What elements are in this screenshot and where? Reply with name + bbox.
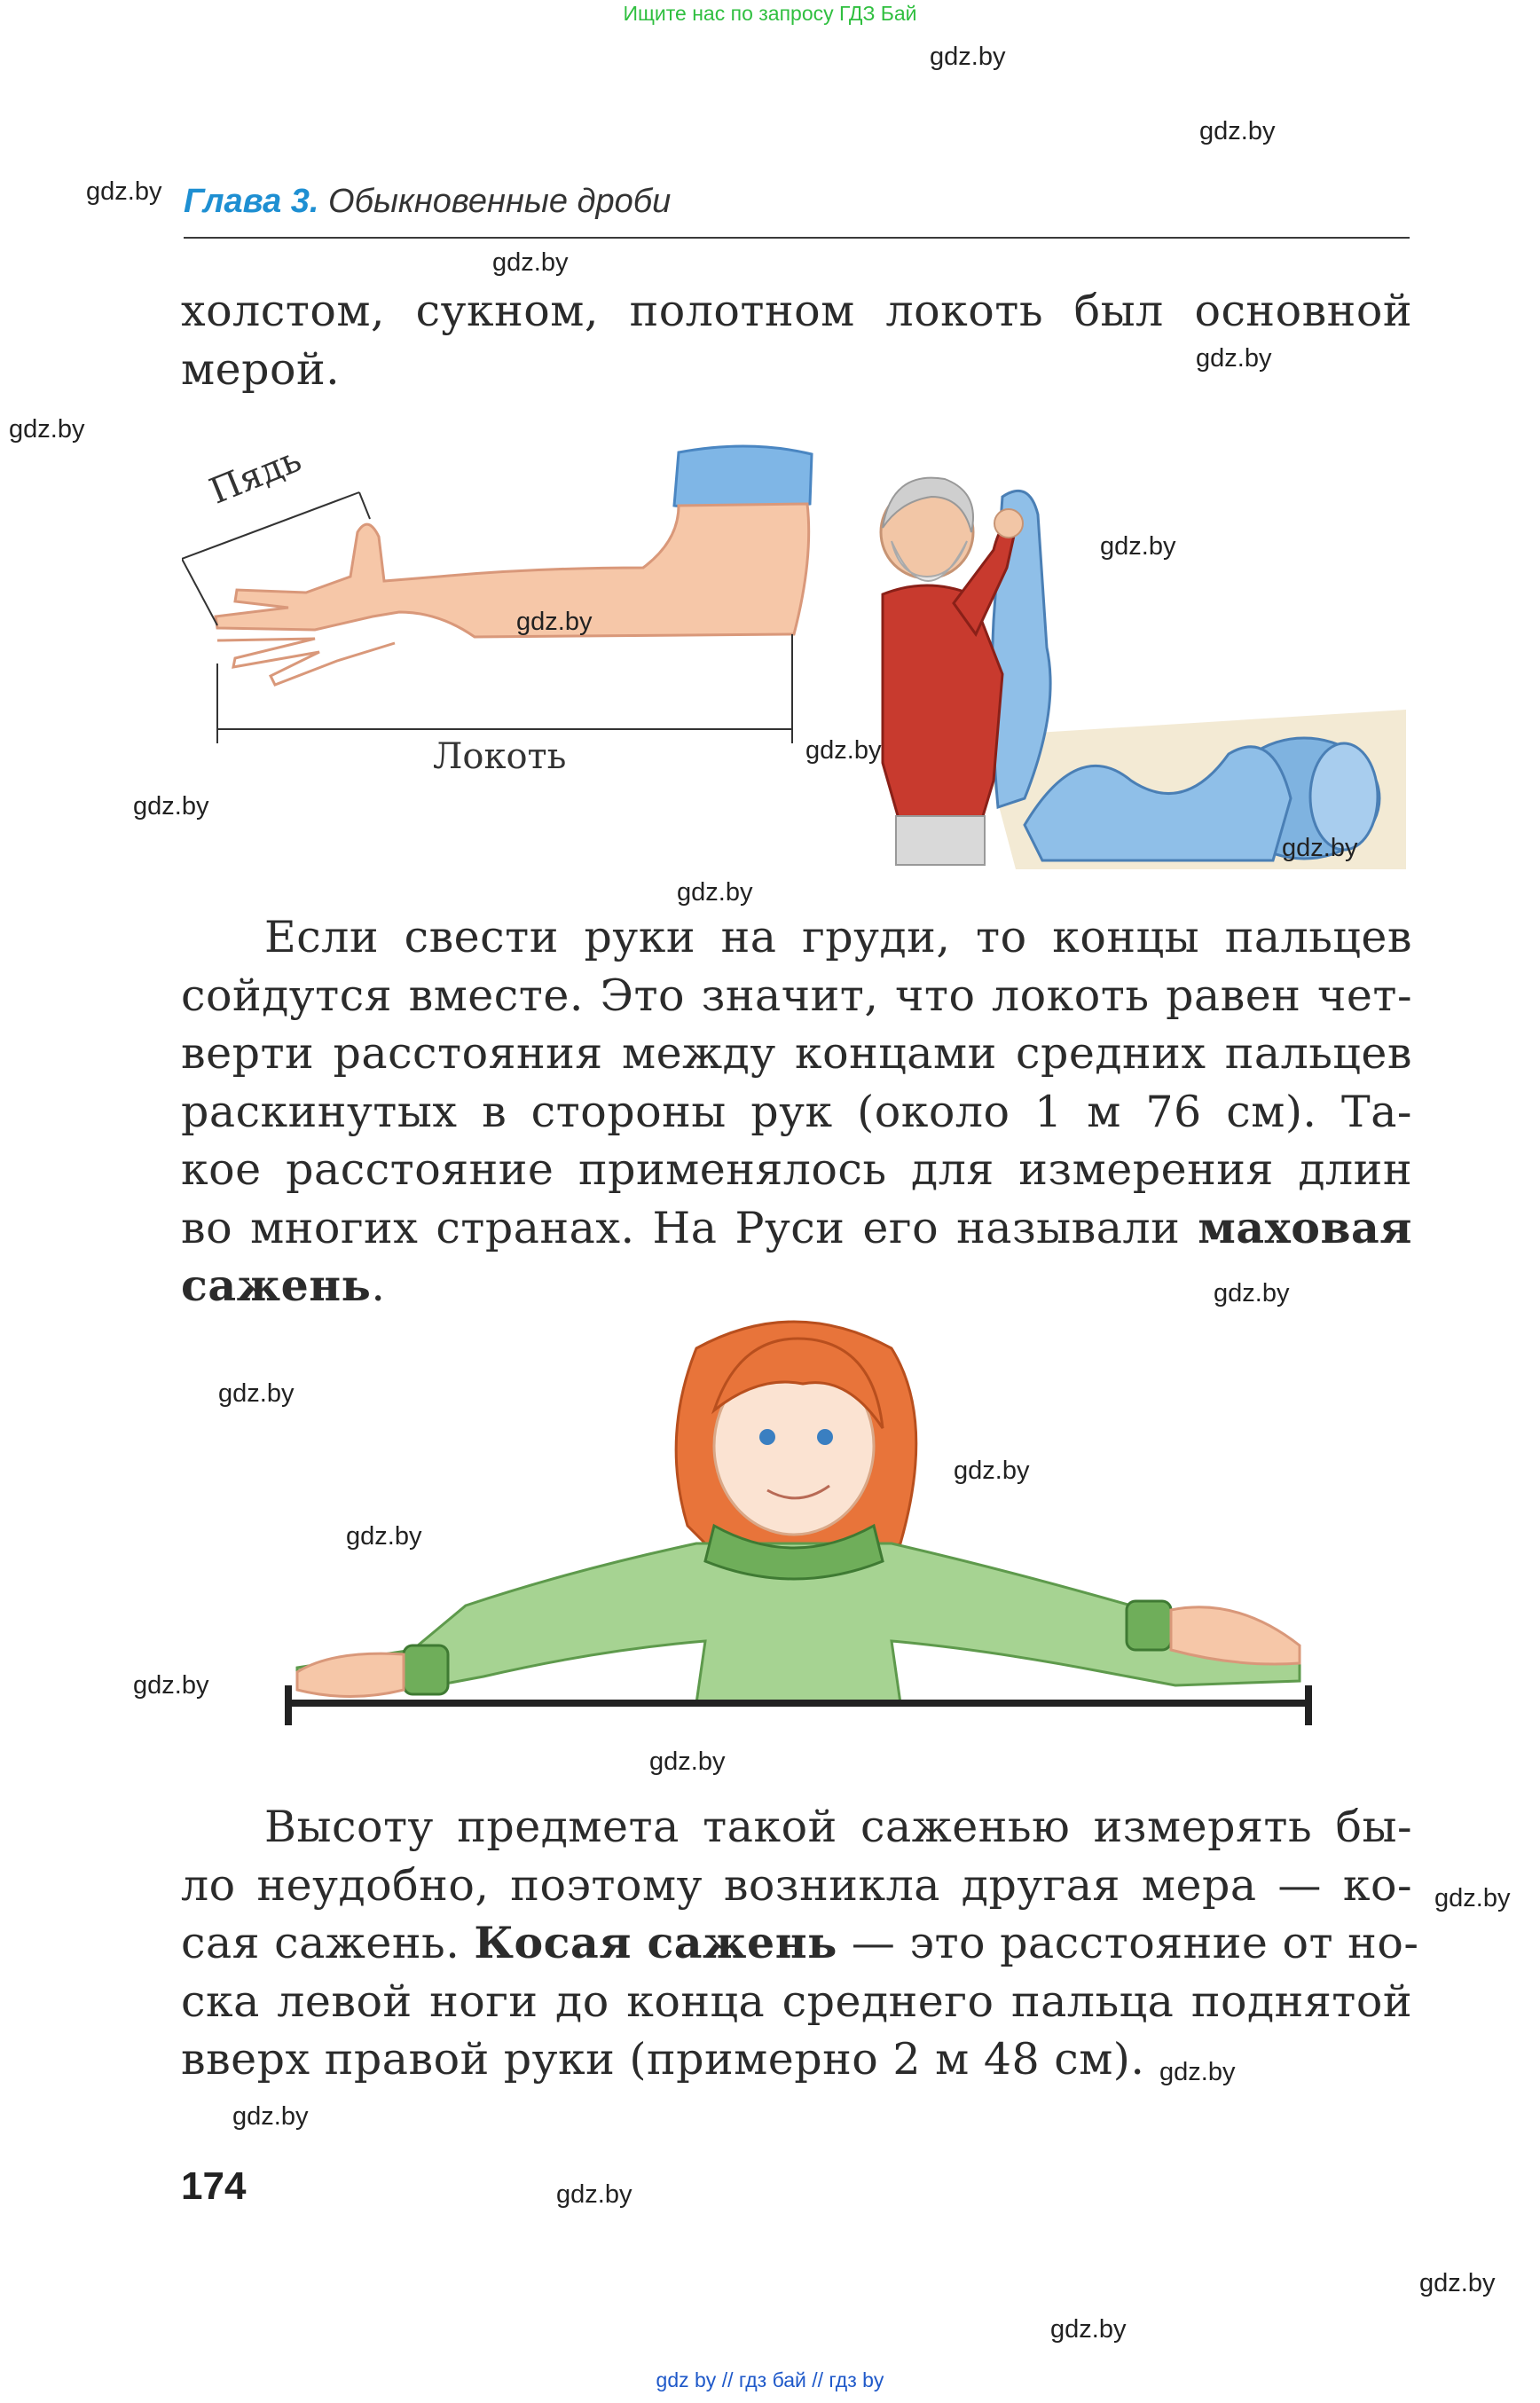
paragraph-3 [181,1798,1419,2089]
text-line: ска левой ноги до конца среднего пальца поднятой [181,1975,1412,2027]
watermark: gdz.by [1196,344,1272,373]
watermark: gdz.by [954,1457,1030,1485]
watermark: gdz.by [9,415,85,444]
term-mahovaya: маховая [1198,1201,1412,1253]
chapter-title: Обыкновенные дроби [318,183,672,220]
text-line: Если свести руки на груди, то концы пальцев [264,912,1412,962]
girl-arm-span-illustration [279,1313,1317,1730]
watermark: gdz.by [346,1522,422,1551]
text-line [181,1914,1419,1973]
text-line: раскинутых в стороны рук (около 1 м 76 см). Та- [181,1086,1412,1137]
chapter-header [184,183,671,221]
text-line: верти расстояния между концами средних пальцев [181,1028,1412,1079]
watermark: gdz.by [930,43,1006,71]
watermark: gdz.by [516,608,593,636]
text-fragment: . [371,1260,386,1311]
watermark: gdz.by [677,878,753,907]
text-line: кое расстояние применялось для измерения длин [181,1144,1412,1195]
watermark: gdz.by [232,2102,309,2131]
watermark: gdz.by [1100,532,1176,561]
watermark: gdz.by [218,1379,295,1408]
watermark: gdz.by [1419,2269,1496,2297]
man-with-cloth-illustration [847,444,1406,869]
watermark: gdz.by [1434,1884,1511,1912]
watermark: gdz.by [1159,2058,1236,2086]
label-elbow: Локоть [433,736,567,777]
watermark: gdz.by [133,792,209,821]
watermark: gdz.by [556,2180,632,2209]
text-line: вверх правой руки (примерно 2 м 48 см). [181,2034,1145,2085]
watermark: gdz.by [1199,117,1276,145]
text-line: ло неудобно, поэтому возникла другая мера — ко- [181,1859,1412,1911]
watermark: gdz.by [649,1747,726,1776]
text-line: Высоту предмета такой саженью измерять бы- [264,1802,1412,1852]
term-sazhen: сажень [181,1260,372,1311]
watermark: gdz.by [1050,2315,1127,2344]
term-kosaya-sazhen: Косая сажень [474,1917,837,1968]
text-line [181,1199,1412,1258]
text-line: холстом, сукном, полотном локоть был основной [181,286,1412,336]
watermark: gdz.by [1282,834,1358,862]
paragraph-2 [181,908,1412,1315]
page-number: 174 [181,2164,247,2208]
bottom-banner: gdz by // гдз бай // гдз by [656,2368,884,2391]
text-fragment: сая сажень. [181,1918,475,1968]
watermark: gdz.by [133,1671,209,1700]
chapter-number: Глава 3. [184,183,319,220]
label-span: Пядь [204,439,308,513]
watermark: gdz.by [805,736,882,765]
watermark: gdz.by [86,177,162,206]
top-banner: Ищите нас по запросу ГДЗ Бай [623,2,917,25]
watermark: gdz.by [492,248,569,277]
text-line: сойдутся вместе. Это значит, что локоть равен чет- [181,970,1412,1021]
text-fragment: во многих странах. На Руси его называли [181,1202,1198,1253]
watermark: gdz.by [1214,1279,1290,1308]
paragraph-1 [181,282,1412,398]
header-rule [184,237,1410,239]
text-line: мерой. [181,343,341,395]
text-fragment: — это расстояние от но- [837,1918,1419,1968]
